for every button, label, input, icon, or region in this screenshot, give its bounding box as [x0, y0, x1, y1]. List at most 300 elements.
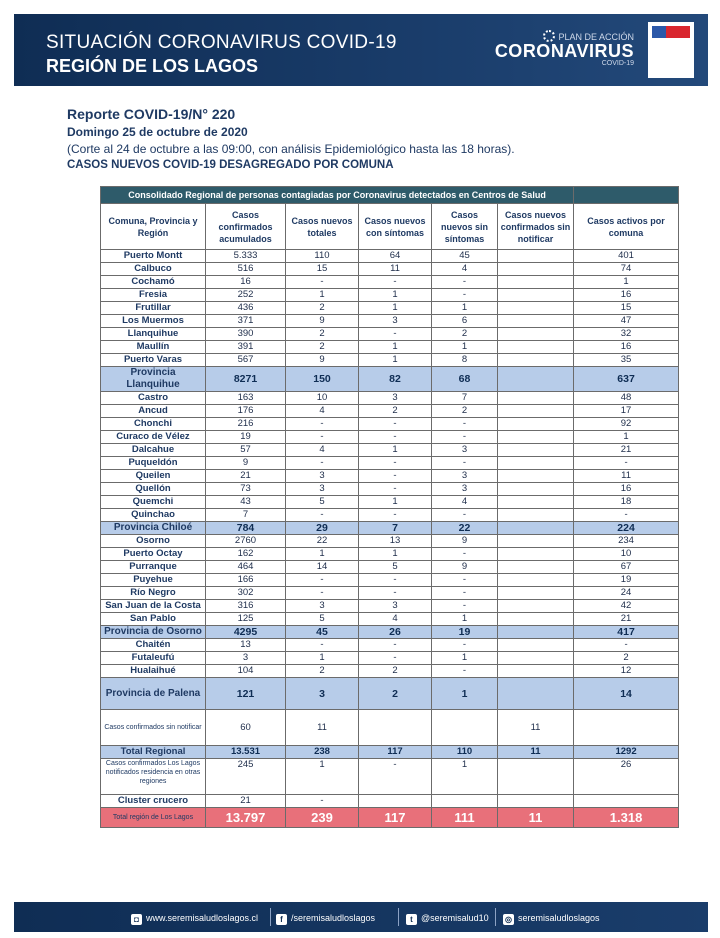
table-cell: 26: [574, 759, 679, 795]
table-row: [101, 574, 679, 587]
table-cell: 567: [206, 354, 286, 367]
table-cell: -: [574, 457, 679, 470]
row-label: Puerto Montt: [101, 250, 206, 263]
table-cell: -: [286, 795, 359, 808]
column-header: Casos confirmados acumulados: [206, 204, 286, 250]
table-cell: 5.333: [206, 250, 286, 263]
report-info: [67, 106, 667, 171]
table-row: [101, 759, 679, 795]
row-label: Fresia: [101, 289, 206, 302]
table-cell: 5: [286, 613, 359, 626]
table-cell: 16: [574, 289, 679, 302]
table-cell: -: [432, 587, 498, 600]
table-cell: -: [432, 548, 498, 561]
table-row: [101, 548, 679, 561]
table-cell: -: [359, 470, 432, 483]
row-label: Puqueldón: [101, 457, 206, 470]
table-row: [101, 710, 679, 746]
table-cell: [432, 710, 498, 746]
table-cell: 13.531: [206, 746, 286, 759]
table-cell: [574, 710, 679, 746]
table-cell: 110: [286, 250, 359, 263]
table-cell: -: [574, 639, 679, 652]
row-label: Calbuco: [101, 263, 206, 276]
table-cell: 401: [574, 250, 679, 263]
table-cell: 252: [206, 289, 286, 302]
table-row: [101, 418, 679, 431]
table-row: [101, 808, 679, 828]
table-row: [101, 302, 679, 315]
table-cell: [359, 795, 432, 808]
row-label: Ancud: [101, 405, 206, 418]
row-label: Provincia Chiloé: [101, 522, 206, 535]
table-row: [101, 678, 679, 710]
table-cell: -: [286, 276, 359, 289]
row-label: Puerto Varas: [101, 354, 206, 367]
table-cell: -: [359, 483, 432, 496]
table-cell: 4: [432, 496, 498, 509]
column-header: Comuna, Provincia y Región: [101, 204, 206, 250]
table-cell: 637: [574, 367, 679, 392]
table-cell: 1: [432, 302, 498, 315]
table-cell: 516: [206, 263, 286, 276]
table-cell: 1292: [574, 746, 679, 759]
table-cell: 7: [432, 392, 498, 405]
table-cell: 21: [574, 613, 679, 626]
footer-facebook[interactable]: f /seremisaludloslagos: [276, 911, 375, 925]
table-cell: 24: [574, 587, 679, 600]
table-cell: 6: [432, 315, 498, 328]
table-cell: 3: [359, 392, 432, 405]
table-cell: 2: [359, 678, 432, 710]
table-cell: 2: [432, 328, 498, 341]
table-cell: 3: [286, 600, 359, 613]
table-cell: [359, 710, 432, 746]
table-cell: 10: [286, 392, 359, 405]
table-cell: 15: [574, 302, 679, 315]
row-label: Provincia de Osorno: [101, 626, 206, 639]
table-cell: -: [432, 639, 498, 652]
table-row: [101, 600, 679, 613]
table-cell: 1: [432, 759, 498, 795]
table-cell: 13: [206, 639, 286, 652]
row-label: Cluster crucero: [101, 795, 206, 808]
table-row: [101, 250, 679, 263]
table-cell: -: [359, 652, 432, 665]
table-title-blank: [574, 187, 679, 204]
table-cell: 11: [286, 710, 359, 746]
table-cell: -: [359, 639, 432, 652]
table-cell: 68: [432, 367, 498, 392]
table-cell: [498, 639, 574, 652]
table-cell: 163: [206, 392, 286, 405]
row-label: San Pablo: [101, 613, 206, 626]
table-cell: -: [359, 431, 432, 444]
row-label: Hualaihué: [101, 665, 206, 678]
row-label: Maullín: [101, 341, 206, 354]
table-cell: [498, 678, 574, 710]
table-cell: 1.318: [574, 808, 679, 828]
footer-instagram[interactable]: ◎ seremisaludloslagos: [505, 913, 600, 924]
table-cell: 8271: [206, 367, 286, 392]
table-cell: 57: [206, 444, 286, 457]
table-cell: 14: [286, 561, 359, 574]
table-cell: -: [432, 509, 498, 522]
table-cell: 17: [574, 405, 679, 418]
table-cell: 3: [432, 444, 498, 457]
table-row: [101, 665, 679, 678]
table-cell: [498, 250, 574, 263]
table-cell: 13: [359, 535, 432, 548]
table-cell: 436: [206, 302, 286, 315]
table-cell: 10: [574, 548, 679, 561]
table-cell: 82: [359, 367, 432, 392]
table-cell: 32: [574, 328, 679, 341]
table-cell: 73: [206, 483, 286, 496]
table-cell: 5: [286, 496, 359, 509]
table-row: [101, 457, 679, 470]
table-cell: 7: [206, 509, 286, 522]
table-cell: 238: [286, 746, 359, 759]
table-row: [101, 483, 679, 496]
table-row: [101, 289, 679, 302]
table-cell: 19: [206, 431, 286, 444]
table-cell: [498, 613, 574, 626]
instagram-icon: ◎: [503, 914, 514, 925]
table-cell: 216: [206, 418, 286, 431]
table-cell: [498, 561, 574, 574]
table-cell: [498, 535, 574, 548]
table-cell: 43: [206, 496, 286, 509]
table-cell: -: [359, 418, 432, 431]
table-cell: 22: [286, 535, 359, 548]
column-header: Casos nuevos confirmados sin notificar: [498, 204, 574, 250]
table-cell: 35: [574, 354, 679, 367]
table-cell: 21: [206, 470, 286, 483]
table-cell: [498, 302, 574, 315]
row-label: Cochamó: [101, 276, 206, 289]
table-cell: 4: [286, 444, 359, 457]
table-cell: [498, 626, 574, 639]
row-label: Puerto Octay: [101, 548, 206, 561]
table-cell: 176: [206, 405, 286, 418]
brand-plan: PLAN DE ACCIÓN: [558, 32, 634, 42]
table-cell: 302: [206, 587, 286, 600]
table-cell: 1: [432, 613, 498, 626]
table-cell: 2: [286, 328, 359, 341]
table-row: [101, 613, 679, 626]
table-cell: -: [286, 509, 359, 522]
table-cell: 4: [286, 405, 359, 418]
column-header: Casos nuevos sin síntomas: [432, 204, 498, 250]
table-cell: 1: [286, 289, 359, 302]
table-cell: [498, 483, 574, 496]
table-cell: 9: [432, 535, 498, 548]
table-row: [101, 354, 679, 367]
table-cell: 371: [206, 315, 286, 328]
table-cell: 1: [359, 548, 432, 561]
table-cell: -: [286, 639, 359, 652]
column-header: Casos activos por comuna: [574, 204, 679, 250]
row-label: Chaitén: [101, 639, 206, 652]
facebook-icon: f: [276, 914, 287, 925]
table-cell: [498, 405, 574, 418]
row-label: Queilen: [101, 470, 206, 483]
table-cell: [498, 315, 574, 328]
table-cell: 417: [574, 626, 679, 639]
table-cell: 45: [432, 250, 498, 263]
table-cell: -: [359, 759, 432, 795]
table-cell: 1: [286, 652, 359, 665]
table-cell: 464: [206, 561, 286, 574]
header-banner: [14, 14, 708, 86]
table-row: [101, 522, 679, 535]
table-row: [101, 587, 679, 600]
table-cell: [498, 328, 574, 341]
table-cell: [432, 795, 498, 808]
table-cell: 245: [206, 759, 286, 795]
table-cell: 3: [359, 315, 432, 328]
table-cell: 3: [286, 678, 359, 710]
footer-web[interactable]: ◘ www.seremisaludloslagos.cl: [131, 911, 258, 925]
table-row: [101, 470, 679, 483]
table-cell: [498, 522, 574, 535]
table-cell: -: [432, 431, 498, 444]
table-cell: 26: [359, 626, 432, 639]
table-cell: 12: [574, 665, 679, 678]
table-cell: 11: [498, 710, 574, 746]
table-row: [101, 263, 679, 276]
table-cell: 9: [286, 354, 359, 367]
table-row: [101, 367, 679, 392]
table-cell: -: [359, 276, 432, 289]
table-cell: -: [286, 457, 359, 470]
table-cell: 117: [359, 808, 432, 828]
table-cell: 2760: [206, 535, 286, 548]
table-cell: 4295: [206, 626, 286, 639]
table-row: [101, 639, 679, 652]
table-cell: 1: [432, 678, 498, 710]
table-cell: 13.797: [206, 808, 286, 828]
table-cell: -: [359, 574, 432, 587]
row-label: Provincia de Palena: [101, 678, 206, 710]
cases-table: [100, 186, 679, 828]
table-cell: -: [574, 509, 679, 522]
table-row: [101, 509, 679, 522]
table-cell: -: [359, 587, 432, 600]
row-label: Purranque: [101, 561, 206, 574]
table-cell: 4: [432, 263, 498, 276]
column-header: Casos nuevos con síntomas: [359, 204, 432, 250]
table-row: [101, 561, 679, 574]
table-cell: [498, 795, 574, 808]
twitter-icon: t: [406, 914, 417, 925]
table-cell: 64: [359, 250, 432, 263]
row-label: Casos confirmados sin notificar: [101, 710, 206, 746]
table-cell: -: [432, 276, 498, 289]
table-cell: [498, 367, 574, 392]
table-cell: -: [432, 574, 498, 587]
table-row: [101, 392, 679, 405]
table-cell: 11: [498, 808, 574, 828]
table-cell: 2: [432, 405, 498, 418]
table-cell: 60: [206, 710, 286, 746]
table-cell: 18: [574, 496, 679, 509]
table-cell: 92: [574, 418, 679, 431]
table-cell: 9: [206, 457, 286, 470]
table-row: [101, 315, 679, 328]
table-cell: 1: [574, 276, 679, 289]
table-cell: 224: [574, 522, 679, 535]
table-cell: 19: [432, 626, 498, 639]
table-cell: -: [359, 509, 432, 522]
table-cell: -: [432, 665, 498, 678]
table-cell: [498, 470, 574, 483]
table-cell: 21: [574, 444, 679, 457]
footer-bar: [14, 902, 708, 932]
footer-twitter[interactable]: t @seremisalud10: [406, 911, 489, 925]
table-cell: 1: [359, 444, 432, 457]
brand-name: CORONAVIRUS: [494, 41, 634, 61]
table-row: [101, 431, 679, 444]
table-cell: [574, 795, 679, 808]
table-cell: -: [286, 431, 359, 444]
table-row: [101, 626, 679, 639]
table-cell: -: [359, 457, 432, 470]
table-cell: 150: [286, 367, 359, 392]
table-cell: 11: [574, 470, 679, 483]
table-cell: 1: [359, 341, 432, 354]
table-cell: -: [286, 574, 359, 587]
table-cell: 29: [286, 522, 359, 535]
table-cell: 21: [206, 795, 286, 808]
table-cell: [498, 276, 574, 289]
table-cell: 42: [574, 600, 679, 613]
table-cell: 74: [574, 263, 679, 276]
table-cell: 7: [359, 522, 432, 535]
table-cell: 2: [286, 302, 359, 315]
table-cell: [498, 354, 574, 367]
table-cell: 1: [432, 341, 498, 354]
report-title: Reporte COVID-19/N° 220: [67, 106, 236, 122]
table-cell: 239: [286, 808, 359, 828]
table-row: [101, 496, 679, 509]
table-cell: 47: [574, 315, 679, 328]
table-row: [101, 746, 679, 759]
table-cell: 162: [206, 548, 286, 561]
row-label: Dalcahue: [101, 444, 206, 457]
coronavirus-brand-logo: [494, 30, 634, 74]
table-cell: 1: [359, 302, 432, 315]
table-cell: -: [432, 457, 498, 470]
row-label: Quellón: [101, 483, 206, 496]
table-cell: [498, 392, 574, 405]
table-cell: [498, 444, 574, 457]
table-cell: 3: [359, 600, 432, 613]
table-cell: 3: [206, 652, 286, 665]
header-title-line1: SITUACIÓN CORONAVIRUS COVID-19: [46, 32, 397, 53]
table-cell: 11: [359, 263, 432, 276]
table-cell: 2: [286, 665, 359, 678]
brand-sub: COVID-19: [601, 60, 634, 67]
web-icon: ◘: [131, 914, 142, 925]
report-note: (Corte al 24 de octubre a las 09:00, con análisis Epidemiológico hasta las 18 horas).: [67, 142, 515, 156]
table-cell: [498, 431, 574, 444]
table-cell: [498, 665, 574, 678]
table-cell: 2: [574, 652, 679, 665]
table-cell: 110: [432, 746, 498, 759]
table-cell: 1: [359, 289, 432, 302]
table-title: Consolidado Regional de personas contagiadas por Coronavirus detectados en Centros de Salud: [101, 187, 574, 204]
table-cell: 8: [432, 354, 498, 367]
report-subtitle: CASOS NUEVOS COVID-19 DESAGREGADO POR COMUNA: [67, 159, 394, 171]
table-cell: 4: [359, 613, 432, 626]
table-cell: 316: [206, 600, 286, 613]
table-cell: 1: [286, 548, 359, 561]
table-cell: 45: [286, 626, 359, 639]
table-cell: -: [432, 600, 498, 613]
table-cell: [498, 587, 574, 600]
government-logo: [648, 22, 694, 78]
table-cell: 111: [432, 808, 498, 828]
table-cell: 16: [206, 276, 286, 289]
table-cell: [498, 652, 574, 665]
table-cell: 1: [359, 496, 432, 509]
report-date: Domingo 25 de octubre de 2020: [67, 125, 248, 139]
table-row: [101, 652, 679, 665]
table-cell: -: [359, 328, 432, 341]
row-label: Provincia Llanquihue: [101, 367, 206, 392]
row-label: Frutillar: [101, 302, 206, 315]
table-cell: -: [432, 289, 498, 302]
table-row: [101, 276, 679, 289]
table-cell: 48: [574, 392, 679, 405]
column-header: Casos nuevos totales: [286, 204, 359, 250]
table-cell: 22: [432, 522, 498, 535]
table-cell: 11: [498, 746, 574, 759]
table-row: [101, 444, 679, 457]
table-cell: 2: [359, 665, 432, 678]
table-cell: 784: [206, 522, 286, 535]
row-label: Total región de Los Lagos: [101, 808, 206, 828]
row-label: Puyehue: [101, 574, 206, 587]
row-label: Quemchi: [101, 496, 206, 509]
table-cell: [498, 263, 574, 276]
row-label: San Juan de la Costa: [101, 600, 206, 613]
table-cell: 16: [574, 341, 679, 354]
row-label: Futaleufú: [101, 652, 206, 665]
row-label: Total Regional: [101, 746, 206, 759]
table-cell: 14: [574, 678, 679, 710]
table-cell: 9: [286, 315, 359, 328]
header-title-line2: REGIÓN DE LOS LAGOS: [46, 56, 259, 76]
table-cell: 3: [286, 470, 359, 483]
table-cell: [498, 289, 574, 302]
table-cell: [498, 574, 574, 587]
table-cell: 3: [286, 483, 359, 496]
row-label: Los Muermos: [101, 315, 206, 328]
table-row: [101, 328, 679, 341]
row-label: Río Negro: [101, 587, 206, 600]
table-cell: 117: [359, 746, 432, 759]
table-cell: [498, 509, 574, 522]
table-row: [101, 341, 679, 354]
table-cell: 2: [286, 341, 359, 354]
table-cell: 390: [206, 328, 286, 341]
table-cell: 1: [286, 759, 359, 795]
table-cell: -: [286, 418, 359, 431]
table-row: [101, 535, 679, 548]
